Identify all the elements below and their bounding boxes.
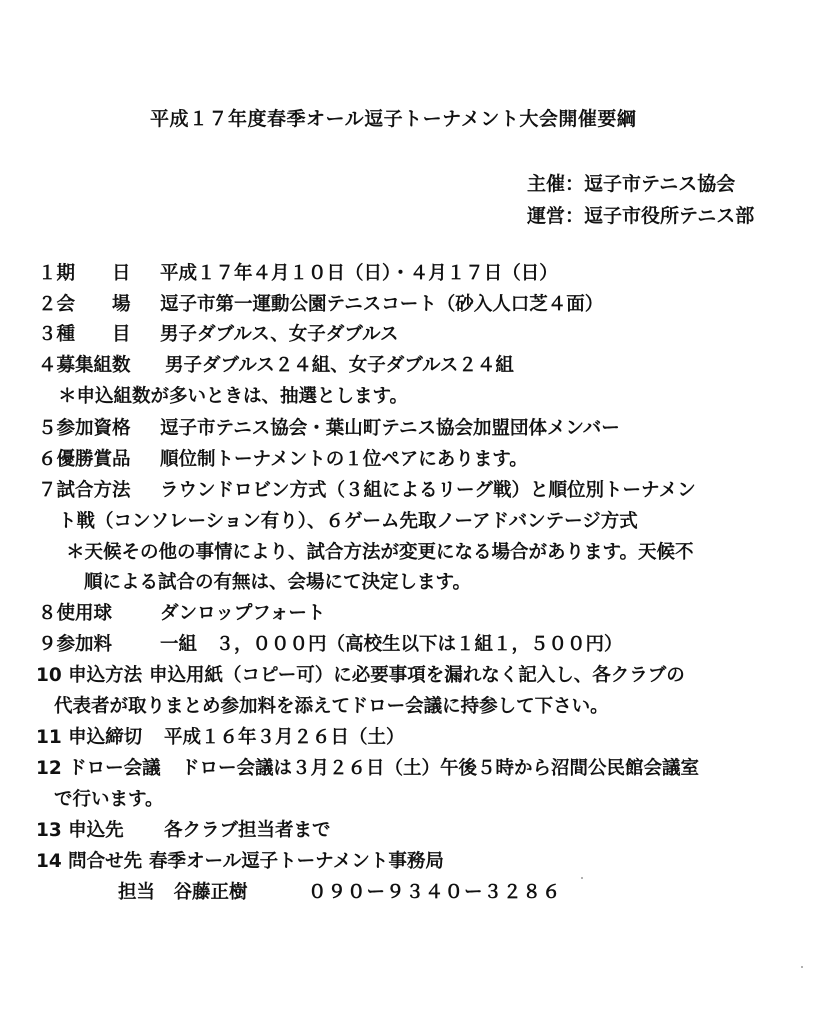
- item-value: 一組 ３，０００円（高校生以下は１組１，５００円）: [160, 634, 623, 655]
- item-continuation: ト戦（コンソレーション有り）、６ゲーム先取ノーアドバンテージ方式: [58, 511, 638, 532]
- item-value: 逗子市第一運動公園テニスコート（砂入人口芝４面）: [160, 294, 604, 315]
- item-label: 12 ドロー会議: [36, 758, 161, 779]
- item-value: 男子ダブルス、女子ダブルス: [160, 324, 399, 345]
- contact-phone: ０９０ー９３４０ー３２８６: [308, 882, 562, 903]
- item-note: ＊天候その他の事情により、試合方法が変更になる場合があります。天候不: [66, 542, 694, 563]
- item-label: ７試合方法: [38, 480, 131, 501]
- item-note: 順による試合の有無は、会場にて決定します。: [84, 572, 472, 593]
- item-value: 各クラブ担当者まで: [164, 820, 331, 841]
- item-label: 10 申込方法: [36, 665, 143, 686]
- item-value: 順位制トーナメントの１位ペアにあります。: [160, 449, 528, 470]
- item-date: [38, 263, 558, 284]
- item-fee: [38, 634, 623, 655]
- item-value: 平成１６年３月２６日（土）: [164, 727, 405, 748]
- item-application-method: [36, 665, 685, 686]
- item-label: ５参加資格: [38, 418, 131, 439]
- item-eligibility: [38, 418, 620, 439]
- item-value: ラウンドロビン方式（３組によるリーグ戦）と順位別トーナメン: [160, 480, 696, 501]
- item-note: ＊申込組数が多いときは、抽選とします。: [58, 386, 409, 407]
- item-label: 13 申込先: [36, 820, 124, 841]
- item-value: ダンロップフォート: [160, 603, 326, 624]
- organizer-operator: 運営：逗子市役所テニス部: [527, 205, 755, 227]
- item-events: [38, 324, 399, 345]
- item-deadline: [36, 727, 405, 748]
- item-value: 逗子市テニス協会・葉山町テニス協会加盟団体メンバー: [160, 418, 620, 439]
- item-label: ６優勝賞品: [38, 449, 131, 470]
- organizer-host: 主催：逗子市テニス協会: [527, 173, 736, 195]
- item-label: 14 問合せ先: [36, 851, 143, 872]
- item-team-count: [38, 355, 514, 376]
- item-format: [38, 480, 696, 501]
- item-value: 春季オール逗子トーナメント事務局: [149, 851, 444, 872]
- item-value: 男子ダブルス２４組、女子ダブルス２４組: [165, 355, 514, 376]
- item-label: １期 日: [38, 263, 131, 284]
- item-draw-meeting: [36, 758, 700, 779]
- contact-line: [118, 882, 562, 903]
- item-label: ８使用球: [38, 603, 113, 624]
- item-continuation: 代表者が取りまとめ参加料を添えてドロー会議に持参して下さい。: [54, 696, 609, 717]
- item-inquiries: [36, 851, 444, 872]
- item-value: ドロー会議は３月２６日（土）午後５時から沼間公民館会議室: [181, 758, 700, 779]
- item-value: 平成１７年４月１０日（日）・４月１７日（日）: [160, 263, 558, 284]
- item-label: ９参加料: [38, 634, 113, 655]
- item-label: 11 申込締切: [36, 727, 143, 748]
- item-label: ２会 場: [38, 294, 131, 315]
- contact-person: 担当 谷藤正樹: [118, 882, 248, 903]
- document-title: 平成１７年度春季オール逗子トーナメント大会開催要綱: [150, 108, 637, 130]
- item-ball: [38, 603, 326, 624]
- item-submit-to: [36, 820, 331, 841]
- item-venue: [38, 294, 604, 315]
- scan-speck: [801, 966, 803, 968]
- item-label: ４募集組数: [38, 355, 131, 376]
- item-value: 申込用紙（コピー可）に必要事項を漏れなく記入し、各クラブの: [149, 665, 685, 686]
- scan-speck: [581, 877, 583, 879]
- item-prize: [38, 449, 528, 470]
- item-continuation: で行います。: [54, 789, 164, 810]
- item-label: ３種 目: [38, 324, 131, 345]
